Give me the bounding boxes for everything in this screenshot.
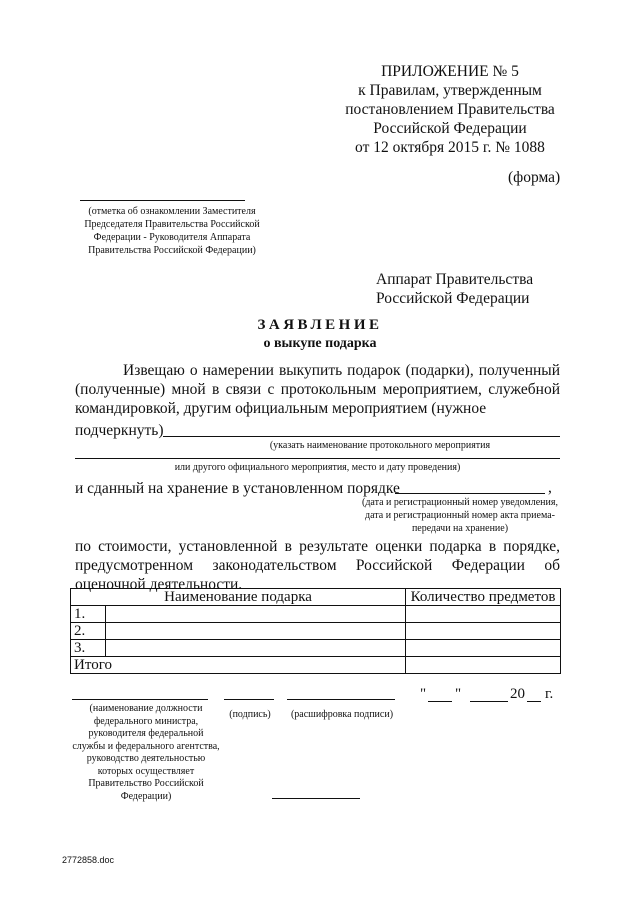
storage-text: и сданный на хранение в установленном порядке [75,480,400,497]
table-row [71,623,561,640]
date-quote-close: " [455,686,462,702]
storage-comma: , [548,479,552,496]
date-day-field[interactable] [428,701,452,702]
event-details-caption: или другого официального мероприятия, место и дату проведения) [174,462,461,473]
document-id: 2772858.doc [62,855,115,865]
gift-quantity-cell[interactable] [406,606,561,623]
gift-quantity-header: Количество предметов [406,589,561,606]
table-row [71,606,561,623]
row-number: 2. [71,623,106,640]
notice-paragraph [75,361,560,418]
notice-text: Извещаю о намерении выкупить подарок (подарки), полученный (полученные) мной в связи с протокольным мероприятием, служебной командировкой, другим официальным мероприятием (нужное [75,362,560,417]
event-details-field[interactable] [75,458,560,459]
signature-caption: (подпись) [229,709,271,720]
appendix-resolution-line: постановлением Правительства [345,101,555,118]
decoding-field[interactable] [287,699,395,700]
appendix-country-line: Российской Федерации [373,120,527,137]
appendix-number: ПРИЛОЖЕНИЕ № 5 [381,63,519,80]
event-name-caption: (указать наименование протокольного мероприятия [269,440,491,451]
date-year-field[interactable] [527,701,541,702]
valuation-paragraph: по стоимости, установленной в результате оценки подарка в порядке, предусмотренном законодательством Российской Федерации об оценочной деятельности. [75,538,560,593]
notice-last-word: подчеркнуть) [75,422,164,439]
addressee [376,270,533,308]
table-header-row [71,589,561,606]
gifts-table [70,588,561,674]
storage-caption: (дата и регистрационный номер уведомления, дата и регистрационный номер акта приема-передачи на хранение) [362,497,558,534]
gift-name-header: Наименование подарка [71,589,406,606]
date-quote-open: " [420,686,427,702]
date-month-field[interactable] [470,701,508,702]
decoding-caption: (расшифровка подписи) [290,709,394,720]
signature-field[interactable] [224,699,274,700]
position-field[interactable] [72,699,208,700]
gift-quantity-cell[interactable] [406,623,561,640]
appendix-date-line: от 12 октября 2015 г. № 1088 [355,139,545,156]
acknowledgement-line[interactable] [80,200,245,201]
total-label: Итого [71,657,406,674]
addressee-line1: Аппарат Правительства [376,271,534,288]
row-number: 1. [71,606,106,623]
acknowledgement-caption: (отметка об ознакомлении Заместителя Председателя Правительства Российской Федерации - Руководителя Аппарата Правительства Российской Федерации) [84,206,260,256]
form-label: (форма) [508,169,561,186]
row-number: 3. [71,640,106,657]
addressee-line2: Российской Федерации [376,290,530,307]
appendix-header [300,62,600,157]
gift-name-cell[interactable] [106,640,406,657]
closing-divider [272,798,360,799]
total-quantity-cell[interactable] [406,657,561,674]
position-caption: (наименование должности федерального министра, руководителя федеральной службы и федерального агентства, руководство деятельностью которых осуществляет Правительство Российской Федерации) [72,703,220,802]
date-suffix: г. [545,686,554,702]
table-row [71,640,561,657]
appendix-rules-line: к Правилам, утвержденным [358,82,542,99]
event-name-field[interactable] [163,436,560,437]
document-subtitle: о выкупе подарка [263,336,377,351]
gift-name-cell[interactable] [106,623,406,640]
table-total-row [71,657,561,674]
storage-number-field[interactable] [395,493,545,494]
document-title: ЗАЯВЛЕНИЕ [257,317,383,333]
gift-quantity-cell[interactable] [406,640,561,657]
gift-name-cell[interactable] [106,606,406,623]
date-year-prefix: 20 [510,686,525,702]
